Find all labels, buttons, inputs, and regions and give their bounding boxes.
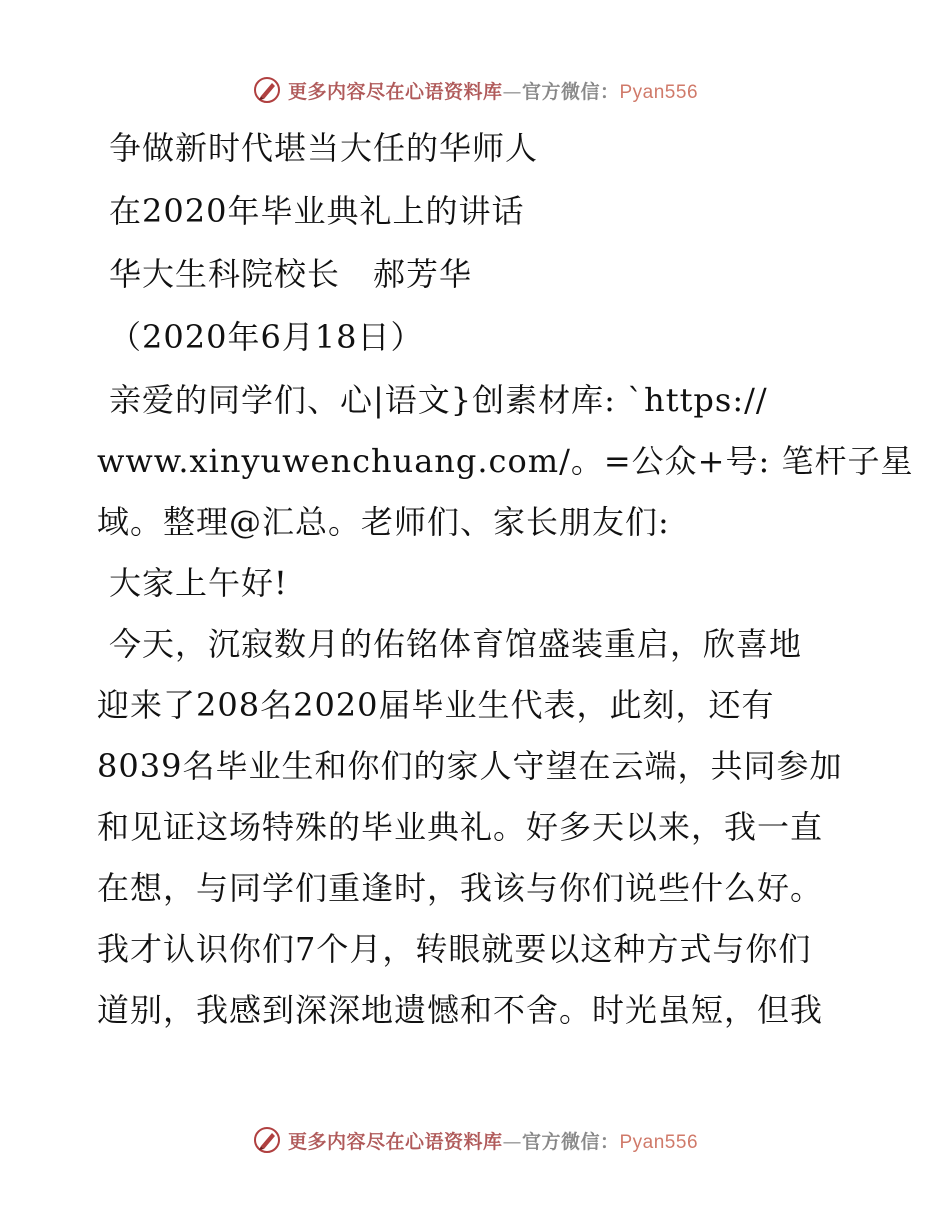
banner-text: 更多内容尽在心语资料库—官方微信：Pyan556 xyxy=(287,1130,699,1153)
speaker-line: 华大生科院校长 郝芳华 xyxy=(109,255,473,293)
footer-banner xyxy=(0,1120,950,1160)
text-line: 大家上午好! xyxy=(109,564,288,602)
paragraph-greeting xyxy=(97,374,914,548)
pen-logo-icon xyxy=(252,1125,282,1155)
text-line: 域。整理@汇总。老师们、家长朋友们: xyxy=(97,503,670,541)
text-line: 亲爱的同学们、心|语文}创素材库: `https:// xyxy=(109,381,768,419)
pen-logo-icon xyxy=(252,75,282,105)
document-body xyxy=(97,122,914,1045)
header-banner xyxy=(0,70,950,110)
paragraph-hello xyxy=(97,557,867,609)
document-subtitle: 在2020年毕业典礼上的讲话 xyxy=(109,192,525,230)
paragraph-body xyxy=(97,618,867,1036)
text-line: 迎来了208名2020届毕业生代表，此刻，还有 xyxy=(97,686,775,724)
text-line: 和见证这场特殊的毕业典礼。好多天以来，我一直 xyxy=(97,808,824,846)
date-line: （2020年6月18日） xyxy=(109,318,424,356)
banner-text: 更多内容尽在心语资料库—官方微信：Pyan556 xyxy=(287,80,699,103)
text-line: 我才认识你们7个月，转眼就要以这种方式与你们 xyxy=(97,930,812,968)
text-line: 8039名毕业生和你们的家人守望在云端，共同参加 xyxy=(97,747,843,785)
text-line: www.xinyuwenchuang.com/。=公众+号: 笔杆子星 xyxy=(97,442,914,480)
text-line: 在想，与同学们重逢时，我该与你们说些什么好。 xyxy=(97,869,824,907)
text-line: 道别，我感到深深地遗憾和不舍。时光虽短，但我 xyxy=(97,991,824,1029)
document-title: 争做新时代堪当大任的华师人 xyxy=(109,129,539,167)
text-line: 今天，沉寂数月的佑铭体育馆盛装重启，欣喜地 xyxy=(109,625,803,663)
